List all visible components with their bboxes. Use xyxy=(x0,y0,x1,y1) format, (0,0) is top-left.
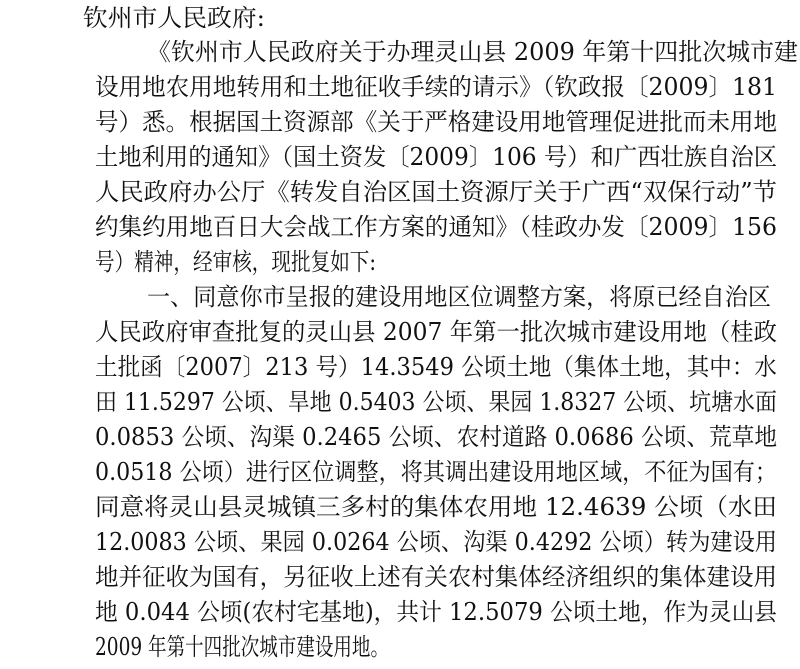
line-text: 人民政府审查批复的灵山县 2007 年第一批次城市建设用地（桂政 xyxy=(95,318,777,346)
line-text: 号）悉。根据国土资源部《关于严格建设用地管理促进批而未用地 xyxy=(95,108,777,136)
line-text: 土地利用的通知》（国土资发〔2009〕106 号）和广西壮族自治区 xyxy=(95,143,777,171)
line-text: 一、同意你市呈报的建设用地区位调整方案，将原已经自治区 xyxy=(147,283,771,311)
line-text: 约集约用地百日大会战工作方案的通知》（桂政办发〔2009〕156 xyxy=(95,213,777,241)
line-text: 0.0853 公顷、沟渠 0.2465 公顷、农村道路 0.0686 公顷、荒草地 xyxy=(95,423,777,451)
line-text: 地并征收为国有，另征收上述有关农村集体经济组织的集体建设用 xyxy=(95,563,777,591)
line-text: 同意将灵山县灵城镇三多村的集体农用地 12.4639 公顷（水田 xyxy=(95,493,777,521)
line-text: 号）精神，经审核，现批复如下: xyxy=(95,248,376,276)
salutation: 钦州市人民政府: xyxy=(83,4,265,32)
line-text: 土批函〔2007〕213 号）14.3549 公顷土地（集体土地，其中：水 xyxy=(95,353,777,381)
line-text: 《钦州市人民政府关于办理灵山县 2009 年第十四批次城市建 xyxy=(147,38,798,66)
line-text: 人民政府办公厅《转发自治区国土资源厅关于广西“双保行动”节 xyxy=(95,178,777,206)
line-text: 12.0083 公顷、果园 0.0264 公顷、沟渠 0.4292 公顷）转为建设用 xyxy=(95,528,777,556)
line-text: 0.0518 公顷）进行区位调整，将其调出建设用地区域，不征为国有； xyxy=(95,458,777,486)
text-line xyxy=(0,625,800,669)
line-text: 地 0.044 公顷(农村宅基地)，共计 12.5079 公顷土地，作为灵山县 xyxy=(95,598,777,626)
line-text: 设用地农用地转用和土地征收手续的请示》（钦政报〔2009〕181 xyxy=(95,73,777,101)
line-text: 田 11.5297 公顷、旱地 0.5403 公顷、果园 1.8327 公顷、坑塘水面 xyxy=(95,388,777,416)
line-text: 2009 年第十四批次城市建设用地。 xyxy=(95,633,389,661)
